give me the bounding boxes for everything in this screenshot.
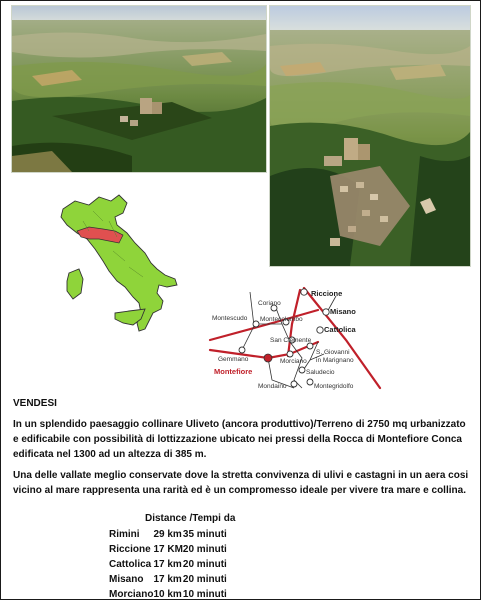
table-row bbox=[109, 542, 227, 557]
table-row bbox=[109, 557, 227, 572]
italy-map bbox=[53, 191, 183, 336]
description-paragraph-1: In un splendido paesaggio collinare Uliveto (ancora produttivo)/Terreno di 2750 mq urbanizzato e edificabile con possibilità di lottizzazione ubicato nei pressi della Rocca di Montefiore Conca edificata nel 1300 ad un altezza di 385 m. bbox=[13, 419, 466, 460]
row-city: Rimini bbox=[109, 529, 140, 540]
road-map bbox=[206, 284, 391, 394]
sale-heading: VENDESI bbox=[13, 398, 57, 409]
aerial-photo-left bbox=[11, 5, 267, 173]
row-time: 10 minuti bbox=[182, 589, 227, 600]
row-km: 17 KM bbox=[153, 544, 183, 555]
table-row bbox=[109, 587, 227, 600]
row-km: 29 km bbox=[153, 529, 182, 540]
map-label-gemmano: Gemmano bbox=[218, 356, 249, 363]
map-label-montecolombo: Montecolombo bbox=[260, 316, 303, 323]
aerial-photo-right bbox=[269, 5, 471, 267]
description-paragraph-2: Una delle vallate meglio conservate dove la stretta convivenza di ulivi e castagni in un aera cosi vicino al mare rappresenta una rarità ed è un compromesso ideale per vivere tra mare e collina. bbox=[13, 470, 469, 496]
row-city: Morciano bbox=[109, 589, 154, 600]
row-km: 10 km bbox=[153, 589, 182, 600]
table-row bbox=[109, 527, 227, 542]
row-city: Misano bbox=[109, 574, 144, 585]
row-km: 17 km bbox=[153, 574, 182, 585]
map-label-riccione: Riccione bbox=[311, 289, 343, 298]
sardinia bbox=[67, 269, 83, 299]
map-label-mondaino: Mondaino bbox=[258, 383, 287, 390]
map-label-montegridolfo: Montegridolfo bbox=[314, 383, 354, 390]
map-label-morciano: Morciano bbox=[280, 358, 307, 365]
italy-mainland bbox=[61, 195, 177, 331]
map-label-coriano: Coriano bbox=[258, 300, 281, 307]
map-label-montescudo: Montescudo bbox=[212, 315, 248, 322]
row-time: 20 minuti bbox=[182, 574, 227, 585]
row-time: 35 minuti bbox=[182, 529, 227, 540]
map-label-saludecio: Saludecio bbox=[306, 369, 335, 376]
row-km: 17 km bbox=[153, 559, 182, 570]
map-label-montefiore: Montefiore bbox=[214, 367, 253, 376]
map-label-misano: Misano bbox=[330, 307, 356, 316]
row-time: 20 minuti bbox=[182, 544, 227, 555]
map-label-s-giovanni: S. Giovanni in Marignano bbox=[316, 349, 354, 364]
map-label-cattolica: Cattolica bbox=[324, 325, 356, 334]
distances-table bbox=[109, 527, 227, 600]
description-block bbox=[13, 396, 469, 498]
distances-header: Distance /Tempi da bbox=[145, 513, 236, 524]
row-time: 20 minuti bbox=[182, 559, 227, 570]
map-label-san-clemente: San Clemente bbox=[270, 337, 312, 344]
table-row bbox=[109, 572, 227, 587]
row-city: Riccione bbox=[109, 544, 151, 555]
montefiore-marker bbox=[264, 354, 272, 362]
row-city: Cattolica bbox=[109, 559, 152, 570]
